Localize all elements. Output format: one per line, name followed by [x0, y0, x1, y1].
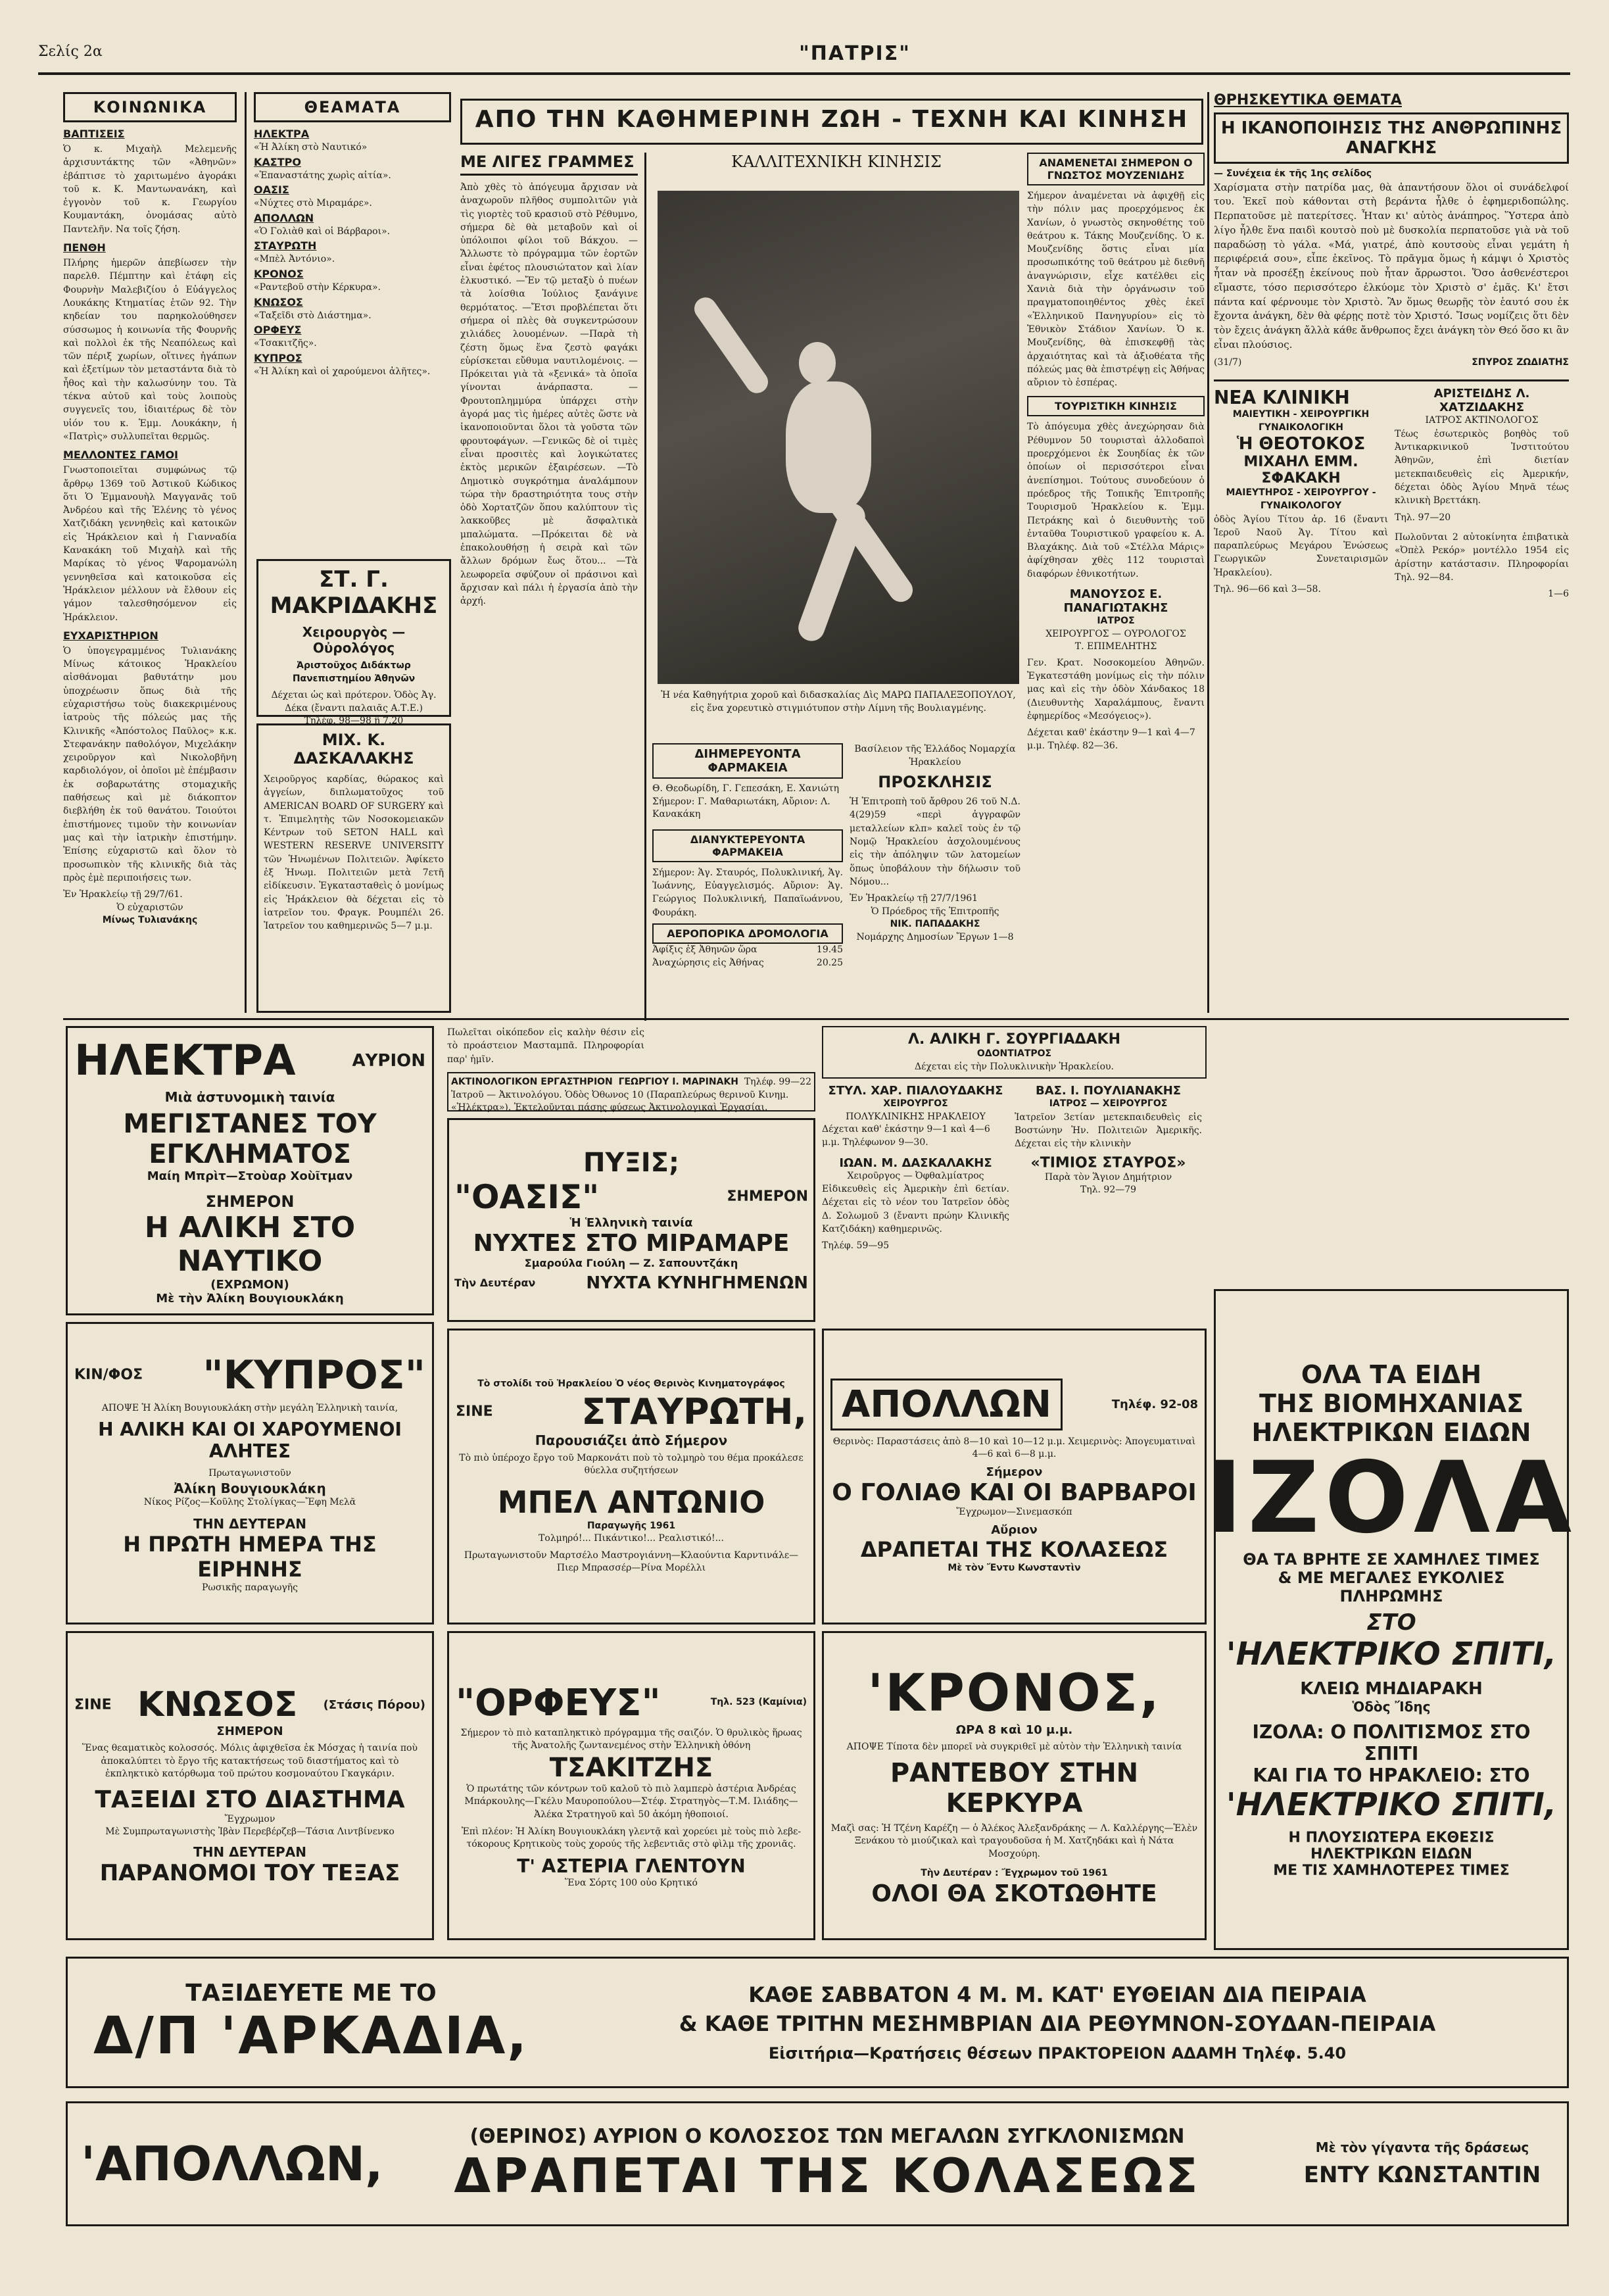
izola-slogan: ΙΖΟΛΑ: Ο ΠΟΛΙΤΙΣΜΟΣ ΣΤΟ ΣΠΙΤΙ [1252, 1721, 1531, 1765]
store-name: 'ΗΛΕΚΤΡΙΚΟ ΣΠΙΤΙ, [1226, 1786, 1557, 1824]
izola-foot: ΜΕ ΤΙΣ ΧΑΜΗΛΟΤΕΡΕΣ ΤΙΜΕΣ [1273, 1863, 1510, 1880]
doctor-text: Χειροῦργος καρδίας, θώρακος καὶ ἀγγείων, διπλωματοῦχος τοῦ AMERICAN BOARD OF SURGERY καὶ τ. Ἐπιμελητὴς τῶν Νοσοκομειακῶν Κέντρων τοῦ SETON HALL καὶ WESTERN RESERVE UNIVERSITY τῶν Ἡνωμένων Πολιτειῶν. Ἀφίκετο ἐξ Ἡνωμ. Πολιτειῶν μετὰ 7ετῆ εἰδίκευσιν. Ἐγκατασταθεὶς ὁ μονίμως εἰς Ἡράκλειον θὰ δέχεται εἰς τὸ ἰατρεῖον του. Φραγκ. Ρουμπέλι 26. Ἰατρεῖον του καθημερινῶς 5—7 μ.μ. [264, 774, 444, 932]
dentist-name: Λ. ΑΛΙΚΗ Γ. ΣΟΥΡΓΙΑΔΑΚΗ [908, 1031, 1120, 1048]
dancer-head [799, 342, 836, 384]
doctor-name: ΙΩΑΝ. Μ. ΔΑΣΚΑΛΑΚΗΣ [839, 1156, 992, 1170]
film-title: ΤΣΑΚΙΤΖΗΣ [549, 1752, 713, 1783]
ad-tomorrow: Αὔριον [991, 1523, 1038, 1537]
thanks-date: Ἐν Ἡρακλείῳ τῇ 29/7/61. [63, 889, 183, 900]
notice-role: Νομάρχης Δημοσίων Ἔργων 1—8 [856, 932, 1014, 943]
film-kind: Ἡ Ἑλληνικὴ ταινία [569, 1215, 693, 1230]
film-title: «Ἐπαναστάτης χωρὶς αἰτία». [254, 170, 391, 181]
notice-name: ΝΙΚ. ΠΑΠΑΔΑΚΗΣ [890, 919, 980, 930]
arkadia-route: ΚΑΘΕ ΣΑΒΒΑΤΟΝ 4 Μ. Μ. ΚΑΤ' ΕΥΘΕΙΑΝ ΔΙΑ ΠΕΙΡΑΙΑ [748, 1982, 1366, 2007]
store-street: Ὁδὸς Ἴδης [1352, 1699, 1431, 1715]
ad-apollon [822, 1329, 1207, 1624]
film-title: ΜΠΕΛ ΑΝΤΩΝΙΟ [497, 1484, 765, 1520]
doctor-name: ΣΤ. Γ. ΜΑΚΡΙΔΑΚΗΣ [270, 566, 438, 619]
arkadia-route: & ΚΑΘΕ ΤΡΙΤΗΝ ΜΕΣΗΜΒΡΙΑΝ ΔΙΑ ΡΕΘΥΜΝΟΝ-ΣΟΥΔΑΝ-ΠΕΙΡΑΙΑ [679, 2011, 1436, 2036]
pharmacy-title: ΔΙΗΜΕΡΕΥΟΝΤΑ ΦΑΡΜΑΚΕΙΑ [652, 743, 843, 779]
film-title: Η ΑΛΙΚΗ ΣΤΟ ΝΑΥΤΙΚΟ [144, 1210, 356, 1278]
izola-line: ΟΛΑ ΤΑ ΕΙΔΗ [1301, 1359, 1482, 1389]
notice-column [850, 743, 1021, 1019]
doctor-post: Τ. ΕΠΙΜΕΛΗΤΗΣ [1074, 641, 1157, 652]
ship-name: Δ/Π 'ΑΡΚΑΔΙΑ, [93, 2006, 529, 2066]
section-heading: ΜΕΛΛΟΝΤΕΣ ΓΑΜΟΙ [63, 449, 179, 462]
film-color: (ΕΧΡΩΜΟΝ) [210, 1277, 289, 1292]
section-heading: ΕΥΧΑΡΙΣΤΗΡΙΟΝ [63, 629, 158, 642]
ad-lab [447, 1072, 815, 1111]
arkadia-left [81, 1980, 541, 2066]
film-title: ΔΡΑΠΕΤΑΙ ΤΗΣ ΚΟΛΑΣΕΩΣ [454, 2147, 1201, 2203]
dentist-ad [822, 1026, 1207, 1079]
doctor-school: Ἀριστοῦχος Διδάκτωρ Πανεπιστημίου Ἀθηνῶν [292, 660, 416, 684]
pialoudakis-ad [822, 1084, 1009, 1253]
orfeus-header [456, 1682, 807, 1724]
apollon-header [830, 1379, 1198, 1430]
izola-line: ΘΑ ΤΑ ΒΡΗΤΕ ΣΕ ΧΑΜΗΛΕΣ ΤΙΜΕΣ [1243, 1550, 1540, 1569]
doctor-post: ΠΟΛΥΚΛΙΝΙΚΗΣ ΗΡΑΚΛΕΙΟΥ [846, 1111, 986, 1122]
pharmacy-row: Σήμερον: Γ. Μαθαριωτάκη, Αὔριον: Λ. Κανακάκη [652, 796, 830, 820]
ad-makridakis [256, 559, 451, 727]
lab-title: ΑΚΤΙΝΟΛΟΓΙΚΟΝ ΕΡΓΑΣΤΗΡΙΟΝ [451, 1077, 613, 1087]
film-cast: Μαζὶ σας: Ἡ Τζένη Καρέζη — ὁ Ἀλέκος Ἀλεξανδράκης — Λ. Καλλέργης—Ἑλὲν Ξενάκου τὸ μιούζικαλ καὶ τραγουδοῦσα ἡ Μ. Χατζηδάκι καὶ ἡ Νάτα Μοσχούρη. [830, 1822, 1198, 1859]
store-name: 'ΗΛΕΚΤΡΙΚΟ ΣΠΙΤΙ, [1226, 1636, 1557, 1673]
section-text: Ὁ ὑπογεγραμμένος Τυλιανάκης Μίνως κάτοικος Ἡρακλείου αἰσθάνομαι βαθυτάτην μου ὑποχρέωσιν ὅπως διὰ τῆς εὐχαριστήσω τοὺς διακεκριμένους ἰατροὺς τῆς πόλεώς μας τῆς Κλινικῆς «Ἀπόστολος Παῦλος» κ.κ. Στεφανάκην παθολόγον, Μιχελάκην χειροῦργον καὶ Νικολοβῆνη καρδιολόγον, οἱ ὁποῖοι μὲ ἐπέμβασιν ἐκ σοβαρωτάτης στομαχικῆς παθήσεως καὶ μὲ διάκοπτον διεβλήθη ἐκ τοῦ θανάτου. Τοιούτοι ἐπιστήμονες τιμοῦν τὴν κοινωνίαν μας καὶ τὴν ἰατρικὴν ἐπιστήμην. Ἐπίσης εὐχαριστῶ καὶ ὅλον τὸ προσωπικὸν τῆς κλινικῆς διὰ τὰς πρὸς ἐμὲ περιποιήσεις των. [63, 645, 237, 883]
cinema-listing [254, 324, 451, 351]
cinema-name: ΚΑΣΤΡΟ [254, 155, 301, 168]
expected-title: ΑΝΑΜΕΝΕΤΑΙ ΣΗΜΕΡΟΝ Ο ΓΝΩΣΤΟΣ ΜΟΥΖΕΝΙΔΗΣ [1027, 153, 1205, 185]
film-year: Παραγωγῆς 1961 [587, 1520, 676, 1531]
cinema-phone: Τηλέφ. 92-08 [1111, 1397, 1198, 1411]
izola-slogan: ΚΑΙ ΓΙΑ ΤΟ ΗΡΑΚΛΕΙΟ: ΣΤΟ [1253, 1765, 1530, 1787]
notice-title: ΠΡΟΣΚΛΗΣΙΣ [878, 773, 992, 792]
ad-izola [1205, 1289, 1577, 1950]
arkadia-right [561, 1982, 1554, 2063]
doctor-name: ΑΡΙΣΤΕΙΔΗΣ Λ. ΧΑΤΖΙΔΑΚΗΣ [1433, 387, 1530, 415]
for-sale-notice [447, 1026, 644, 1065]
clinic-name: Ἡ ΘΕΟΤΟΚΟΣ [1236, 434, 1366, 454]
doctor-hours: Δέχεται καθ' ἑκάστην 9—1 καὶ 4—7 μ.μ. Τηλέφ. 82—36. [1027, 727, 1195, 751]
expected-text: Σήμερον ἀναμένεται νὰ ἀφιχθῇ εἰς τὴν πόλιν μας προερχόμενος ἐκ Χανίων, ὁ γνωστὸς σκηνοθέτης τοῦ θεάτρου κ. Τάκης Μουζενίδης. Ὁ κ. Μουζενίδης ὅστις εἶναι μία προσωπικότης τοῦ θεάτρου μὲ διεθνῆ ἀναγνώρισιν, εἶχε κατέλθει εἰς Χανιὰ διὰ τὴν ὀργάνωσιν τοῦ πραγματοποιηθέντος χθὲς ἐκεῖ «Ἑλληνικοῦ Πανηγυρίου» εἰς τὸ Ἐθνικὸν Στάδιον Χανίων. Ὁ κ. Μουζενίδης, θὰ ἐπισκεφθῇ τὰς ἀρχαιότητας καὶ τὰ ἀξιοθέατα τῆς πόλεώς μας θὰ ἐπιστρέψῃ εἰς Ἀθήνας αὔριον τὸ ἑσπέρας. [1027, 191, 1205, 389]
clinic-name: «ΤΙΜΙΟΣ ΣΤΑΥΡΟΣ» [1030, 1154, 1186, 1171]
doctor-text: Τέως ἐσωτερικὸς βοηθὸς τοῦ Ἀντικαρκινικοῦ Ἰνστιτούτου Ἀθηνῶν, ἐπὶ διετίαν μετεκπαιδευθεὶς εἰς Ἀμερικήν, δέχεται ὁδὸς Ἁγίου Μηνᾶ τέως κλινικὴ Βρεττάκη. [1395, 428, 1569, 506]
ilektra-header [74, 1037, 425, 1085]
izola-line: ΤΗΣ ΒΙΟΜΗΧΑΝΙΑΣ [1259, 1388, 1524, 1418]
film-title: Η ΑΛΙΚΗ ΚΑΙ ΟΙ ΧΑΡΟΥΜΕΝΟΙ ΑΛΗΤΕΣ [98, 1419, 402, 1463]
lab-text: Ἰατροῦ — Ἀκτινολόγου. Ὁδὸς Ὀθωνος 10 (Παραπλεύρως θερινοῦ Κινημ. «Ἠλέκτρα»). Ἐκτελοῦνται πάσης φύσεως Ἀκτινολογικαὶ Ἐργασίαι. [451, 1089, 789, 1113]
ad-monday: ΤΗΝ ΔΕΥΤΕΡΑΝ [193, 1844, 306, 1860]
arkadia-tickets: Εἰσιτήρια—Κρατήσεις θέσεων ΠΡΑΚΤΟΡΕΙΟΝ ΑΔΑΜΗ Τηλέφ. 5.40 [768, 2044, 1347, 2063]
ad-stavroti [447, 1329, 815, 1624]
apollon-big-note: Μὲ τὸν γίγαντα τῆς δράσεως [1315, 2139, 1529, 2155]
ad-kronos [822, 1631, 1207, 1940]
notice-intro: Βασίλειον τῆς Ἑλλάδος Νομαρχία Ἡρακλείου [854, 744, 1016, 768]
cinema-name: ΣΤΑΥΡΩΤΗ, [581, 1390, 807, 1432]
flights-title: ΑΕΡΟΠΟΡΙΚΑ ΔΡΟΜΟΛΟΓΙΑ [652, 923, 843, 944]
ad-presents: Παρουσιάζει ἀπὸ Σήμερον [535, 1432, 728, 1448]
izola-line: ΣΤΟ [1366, 1609, 1416, 1636]
photo-caption: Ἡ νέα Καθηγήτρια χοροῦ καὶ διδασκαλίας Δὶς ΜΑΡΩ ΠΑΠΑΛΕΞΟΠΟΥΛΟΥ, εἰς ἕνα χορευτικὸ στιγμιότυπον στὴν Λίμνη τῆς Βουλιαγμένης. [661, 690, 1016, 714]
cinema-location: (Στάσις Πόρου) [323, 1698, 425, 1712]
lab-name: ΓΕΩΡΓΙΟΥ Ι. ΜΑΡΙΝΑΚΗ [618, 1077, 739, 1087]
dentist-title: ΟΔΟΝΤΙΑΤΡΟΣ [976, 1048, 1052, 1059]
cinema-name: 'ΚΡΟΝΟΣ, [867, 1664, 1161, 1724]
ad-today: ΣΗΜΕΡΟΝ [216, 1724, 283, 1739]
clinic-address: Παρὰ τὸν Ἅγιον Δημήτριον [1044, 1171, 1172, 1183]
lab-phone: Τηλέφ. 99—22 [744, 1077, 811, 1087]
clinic-doctor: ΜΙΧΑΗΛ ΕΜΜ. ΣΦΑΚΑΚΗ [1243, 454, 1358, 487]
ad-monday: Τὴν Δευτέραν : Ἔγχρωμον τοῦ 1961 [921, 1868, 1108, 1879]
izola-line: ΗΛΕΚΤΡΙΚΩΝ ΕΙΔΩΝ [1251, 1417, 1531, 1447]
religion-subtitle: Η ΙΚΑΝΟΠΟΙΗΣΙΣ ΤΗΣ ΑΝΘΡΩΠΙΝΗΣ ΑΝΑΓΚΗΣ [1214, 112, 1569, 164]
notice-text: Ἡ Ἐπιτροπὴ τοῦ ἄρθρου 26 τοῦ Ν.Δ. 4(29)59 «περὶ ἀγγραφῶν μεταλλείων κλπ» καλεῖ τοὺς ἐν τῷ Νομῷ Ἡρακλείου ἀσχολουμένους εἰς τὴν ἀπόληψιν τῶν λατομείων ὅπως ὑποβάλουν τὴν δήλωσιν τοῦ Νόμου... [850, 796, 1021, 887]
film-blurb: Ὁ πρωτάτης τῶν κόντρων τοῦ καλοῦ τὸ πιὸ λαμπερὸ ἀστέρια Ἀνδρέας Μπάρκουλης—Γκέλυ Μαυροπούλου—Στέφ. Στρατηγὸς—Τ.Μ. Ιλιάδης—Ἀλέκα Στρατηγοῦ καὶ 50 ἀκόμη ἠθοποιοί. [464, 1783, 798, 1820]
page-folio: Σελίς 2α [38, 43, 103, 60]
film-intro: Σήμερον τὸ πιὸ καταπληκτικὸ πρόγραμμα τῆς σαιζόν. Ὁ θρυλικὸς ἥρωας τῆς Ἀνατολῆς ζωντανεμένος στὴν Ἑλληνικὴ ὀθόνη [460, 1727, 802, 1751]
cinema-name: "ΚΥΠΡΟΣ" [203, 1352, 425, 1398]
clinic-title: ΝΕΑ ΚΛΙΝΙΚΗ [1214, 387, 1350, 409]
film-blurb: Ἕνας θεαματικὸς κολοσσός. Μόλις ἀφιχθεῖσα ἐκ Μόσχας ἡ ταινία ποὺ ἀποκαλύπτει τὸ ἔργο τῆς κατακτήσεως τοῦ διαστήματος καὶ τὸ ἐκπληκτικὸ κατόρθωμα τοῦ πρώτου κοσμοναύτου Γκαγκάριν. [82, 1743, 418, 1780]
flight-time: 20.25 [816, 957, 843, 968]
doctor-text: Ἰατρεῖον 3ετίαν μετεκπαιδευθεὶς εἰς Βοστώνην Ἡν. Πολιτειῶν Ἀμερικῆς. Δέχεται εἰς τὴν κλινικὴν [1015, 1111, 1202, 1150]
section-text: Πλήρης ἡμερῶν ἀπεβίωσεν τὴν παρελθ. Πέμπτην καὶ ἐτάφη εἰς Φουρνὴν Μαλεβιζίου ὁ Εὐάγγελος Λουκάκης Κτηματίας ἐτῶν 92. Τὴν κηδείαν του παρηκολούθησεν σύσσωμος ἡ κοινωνία τῆς Φουρνῆς καὶ πολλοὶ ἐκ τῆς Νεαπόλεως καὶ τῶν πέριξ χωρίων, οἵτινες ἠγάπων καὶ ἐξετίμων τὸν μεταστάντα διὰ τὸ ἦθος καὶ τὴν καλωσύνην του. Τὰ τέκνα αὐτοῦ καὶ τοὺς λοιποὺς συγγενεῖς του, ἰδιαιτέρως δὲ τὸν υἱόν του κ. Ἐμμ. Λουκάκην, ἡ «Πατρὶς» συλλυπεῖται θερμῶς. [63, 258, 237, 442]
doctor-name: ΣΤΥΛ. ΧΑΡ. ΠΙΑΛΟΥΔΑΚΗΣ [828, 1084, 1003, 1098]
cinema-name: ΚΝΩΣΟΣ [137, 1685, 298, 1725]
cinema-prefix: ΣΙΝΕ [456, 1403, 493, 1420]
section-text: Ὁ κ. Μιχαὴλ Μελεμενῆς ἀρχισυντάκτης τῶν «Ἀθηνῶν» ἐβάπτισε τὸ χαριτωμένο ἀγοράκι τοῦ κ. Κ. Μαντωνανάκη, καὶ ἐγγονὸν τοῦ κ. Γεωργίου Κουμαντάκη, ὀνομάσας αὐτὸ Παντελῆν. Να τοῖς ζήση. [63, 144, 237, 235]
cinema-name: ΑΠΟΛΛΩΝ [830, 1379, 1063, 1430]
religion-date: (31/7) [1214, 356, 1242, 368]
apollon-big-top: (ΘΕΡΙΝΟΣ) ΑΥΡΙΟΝ Ο ΚΟΛΟΣΣΟΣ ΤΩΝ ΜΕΓΑΛΩΝ ΣΥΓΚΛΟΝΙΣΜΩΝ [469, 2124, 1185, 2148]
art-title: ΚΑΛΛΙΤΕΧΝΙΚΗ ΚΙΝΗΣΙΣ [731, 153, 942, 171]
ad-arkadia [66, 1957, 1569, 2088]
film-cast: Μὲ τὸν Ἔντυ Κωνσταντὶν [948, 1562, 1081, 1573]
cinema-listing [254, 212, 451, 239]
kypros-header [74, 1352, 425, 1398]
religion-title: ΘΡΗΣΚΕΥΤΙΚΑ ΘΕΜΑΤΑ [1214, 92, 1402, 109]
film-title: Τ' ΑΣΤΕΡΙΑ ΓΛΕΝΤΟΥΝ [517, 1855, 746, 1877]
cinema-listing [254, 183, 451, 210]
film-intro: ΑΠΟΨΕ Τίποτα δὲν μπορεῖ νὰ συγκριθεῖ μὲ αὐτὸν τὴν Ἑλληνικὴ ταινία [846, 1742, 1182, 1753]
clinic-text: ὁδὸς Ἁγίου Τίτου ἀρ. 16 (ἔναντι Ἱεροῦ Ναοῦ Ἁγ. Τίτου καὶ παραπλεύρως Μεγάρου Ἐνώσεως Γεωργικῶν Συνεταιρισμῶν Ἡρακλείου). [1214, 514, 1388, 578]
poulianakis-ad [1015, 1084, 1202, 1253]
film-title: Ο ΓΟΛΙΑΘ ΚΑΙ ΟΙ ΒΑΡΒΑΡΟΙ [832, 1479, 1197, 1506]
few-lines-title: ΜΕ ΛΙΓΕΣ ΓΡΑΜΜΕΣ [460, 153, 638, 176]
doctor-phone: Τηλ. 97—20 [1395, 512, 1451, 523]
night-pharmacy-title: ΔΙΑΝΥΚΤΕΡΕΥΟΝΤΑ ΦΑΡΜΑΚΕΙΑ [652, 829, 843, 862]
cinema-listing [254, 296, 451, 323]
cinema-listing [254, 268, 451, 295]
film-cast: Σμαρούλα Γιούλη — Ζ. Σαπουντζάκη [524, 1256, 738, 1269]
apollon-big-center [379, 2125, 1275, 2203]
stavroti-header [456, 1391, 807, 1432]
flight-row [652, 957, 843, 970]
doctor-name: ΜΙΧ. Κ. ΔΑΣΚΑΛΑΚΗΣ [293, 731, 414, 768]
ad-today: ΣΗΜΕΡΟΝ [727, 1188, 808, 1205]
flight-label: Ἀναχώρησις εἰς Ἀθήνας [652, 957, 764, 968]
cinema-name: ΚΡΟΝΟΣ [254, 267, 304, 280]
film-kind: Μιὰ ἀστυνομικὴ ταινία [164, 1088, 335, 1105]
ad-orfeus [447, 1631, 815, 1940]
film-cast: Πρωταγωνιστοῦν Μαρτσέλο Μαστρογιάννη—Κλαούντια Καρντινάλε—Πιερ Μπρασσέρ—Ρίνα Μορέλλι [464, 1550, 799, 1574]
section-heading: ΒΑΠΤΙΣΕΙΣ [63, 128, 125, 140]
night-pharmacy-text: Σήμερον: Ἁγ. Σταυρός, Πολυκλινική, Ἁγ. Ἰωάννης, Εὐαγγελισμός. Αὔριον: Ἁγ. Γεώργιος Πολυκλινική, Παπαϊωάννου, Φουράκη. [652, 867, 843, 918]
doctor-hours: Δέχεται ὡς καὶ πρότερον. Ὁδὸς Ἀγ. Δέκα (ἔναντι παλαιᾶς Α.Τ.Ε.) [271, 690, 437, 714]
doctor-role: ΧΕΙΡΟΥΡΓΟΣ [883, 1098, 948, 1110]
religion-text: Χαρίσματα στὴν πατρίδα μας, θὰ ἀπαντήσουν ὅλοι οἱ συνάδελφοί του. Ἐκεῖ ποὺ κάθονται στὴ βεράντα ἦλθε ὁ ἐφημεριδοπώλης. Περπατοῦσε μὲ πατερίτσες. Ἦταν κι' αὐτὸς ἀνάπηρος. Ὕστερα ἀπὸ λίγο ἦλθε ἕνα παιδὶ κουτσὸ ποὺ μὲ δυσκολία περπατοῦσε γιὰ νὰ τοῦ παραδώσῃ τὸ γάλα. «Μά, γιατρέ, ἀπὸ κουτσοὺς εἶναι γεμάτη ἡ περιφέρειά σου», εἶπε ἐκεῖνος. Τὸ πρᾶγμα ὅμως ἡ κάμψι ὁ Χριστὸς ἦταν νὰ προσέξῃ ἐκείνους ποὺ ἦταν ἄρρωστοι. Ὅσο ἀσθενέστεροι εἴμαστε, τόσο περισσότερο ἑλκύομε τὸν Χριστὸ σ' ἐμᾶς. Κι' ἔτσι πάντα καί φέρνουμε τὸν Χριστὸ. Ἂν ὅμως θεωρῇς τὸν ἑαυτό σου ἐκ ἔχοντα ἀνάγκη, δὲν θὰ φέρῃς ποτὲ τὸν Χριστό. Ἴσως νομίζεις ὅτι δὲν τὸν ἔχεις ἀνάγκη ἄλλὰ κάθε ἄνθρωπος ἔχει ἀνάγκη τὸν Θεό ὅσο κι ἂν εἶναι πλούσιος. [1214, 181, 1569, 351]
cinema-prefix: ΣΙΝΕ [74, 1696, 112, 1713]
arkadia-lead: ΤΑΞΙΔΕΥΕΤΕ ΜΕ ΤΟ [185, 1979, 437, 2007]
dancer-arm [690, 293, 772, 398]
doctor-role: ΙΑΤΡΟΣ — ΧΕΙΡΟΥΡΓΟΣ [1049, 1098, 1168, 1110]
religion-column [1214, 92, 1569, 1013]
film-cast: Μὲ Συμπρωταγωνιστὴς Ἰβὰν Περεβέρζεβ—Τάσια Λιντβίνενκο [105, 1826, 395, 1838]
tourism-title: ΤΟΥΡΙΣΤΙΚΗ ΚΙΝΗΣΙΣ [1027, 396, 1205, 416]
ad-daskalakis [256, 723, 451, 1013]
cast-label: Πρωταγωνιστοῦν [208, 1468, 291, 1479]
pharmacy-column [652, 743, 843, 1019]
cinema-name: 'ΑΠΟΛΛΩΝ, [81, 2136, 383, 2191]
film-title: «Ταξεῖδι στὸ Διάστημα». [254, 310, 372, 321]
doctors-row [822, 1084, 1207, 1253]
car-sale-code: 1—6 [1548, 589, 1569, 600]
clinic-role: ΜΑΙΕΥΤΗΡΟΣ - ΧΕΙΡΟΥΡΓΟΥ - ΓΥΝΑΙΚΟΛΟΓΟΥ [1226, 487, 1376, 511]
schedule: Θερινὸς: Παραστάσεις ἀπὸ 8—10 καὶ 10—12 μ.μ. Χειμερινὸς: Ἀπογευματιναὶ 4—6 καὶ 6—8 μ.μ. [832, 1436, 1196, 1460]
doctor-text: Γεν. Κρατ. Νοσοκομείου Ἀθηνῶν. Ἐγκατεστάθη μονίμως εἰς τὴν πόλιν μας καὶ εἰς τὴν ὁδὸν Χάνδακος 18 (Διευθυντὴς Χαραλάμπους, ἔναντι ἐφημερίδος «Μεσόγειος»). [1027, 657, 1205, 721]
film-note: Ἕνα Σόρτς 100 οὐο Κρητικό [565, 1877, 698, 1888]
apollon-big-right [1291, 2139, 1554, 2188]
cinema-listing [254, 128, 451, 155]
stavroti-intro: Τὸ στολίδι τοῦ Ἡρακλείου Ὁ νέος Θερινὸς Κινηματογράφος [477, 1378, 785, 1389]
cinema-name: ΚΝΩΣΟΣ [254, 295, 303, 308]
cinema-name: ΑΠΟΛΛΩΝ [254, 211, 314, 224]
izola-foot: Η ΠΛΟΥΣΙΩΤΕΡΑ ΕΚΘΕΣΙΣ [1288, 1830, 1495, 1847]
new-clinic-ad [1214, 387, 1388, 601]
cinema-phone: Τηλ. 523 (Καμίνια) [710, 1697, 807, 1708]
lab-row [451, 1076, 811, 1089]
film-color: Ἔγχρωμον [224, 1813, 276, 1824]
cinema-listing [254, 352, 451, 379]
cinema-name: ΟΡΦΕΥΣ [254, 324, 302, 337]
ad-knosos [66, 1631, 434, 1940]
doctor-role: Χειροῦργος — Ὀφθαλμίατρος [847, 1170, 984, 1181]
film-title: «Ἡ Ἀλίκη στὸ Ναυτικό» [254, 142, 368, 153]
flight-label: Ἀφίξις ἐξ Ἀθηνῶν ὥρα [652, 944, 757, 955]
pyxis-title: ΠΥΞΙΣ; [583, 1147, 679, 1178]
film-title: Η ΠΡΩΤΗ ΗΜΕΡΑ ΤΗΣ ΕΙΡΗΝΗΣ [123, 1531, 377, 1582]
film-format: Ἔγχρωμον—Σινεμασκόπ [956, 1507, 1072, 1517]
column-rule [245, 92, 247, 1013]
film-title: ΔΡΑΠΕΤΑΙ ΤΗΣ ΚΟΛΑΣΕΩΣ [860, 1536, 1168, 1562]
knosos-header [74, 1685, 425, 1724]
column-rule [644, 153, 646, 1021]
dancer-photo [658, 191, 1019, 684]
doctor-name: ΜΑΝΟΥΣΟΣ Ε. ΠΑΝΑΓΙΩΤΑΚΗΣ [1063, 587, 1168, 616]
film-title: ΡΑΝΤΕΒΟΥ ΣΤΗΝ ΚΕΡΚΥΡΑ [890, 1757, 1139, 1819]
ad-monday: Τὴν Δευτέραν [454, 1277, 536, 1289]
doctor-phone: Τηλ. 92—79 [1080, 1185, 1137, 1196]
film-title: «Ἡ Ἀλίκη καὶ οἱ χαρούμενοι ἀλῆτες». [254, 366, 431, 377]
film-cast: Νίκος Ρίζος—Κοῦλης Στολίγκας—Ἔφη Μελᾶ [143, 1497, 356, 1507]
pharmacy-row: Θ. Θεοδωρίδη, Γ. Γεπεσάκη, Ε. Χανιώτη [652, 783, 839, 794]
car-sale-text: Πωλοῦνται 2 αὐτοκίνητα ἐπιβατικὰ «Ὀπὲλ Ρεκόρ» μοντέλλο 1954 εἰς ἀρίστην κατάστασιν. Πληροφορίαι Τηλ. 92—84. [1395, 532, 1569, 583]
few-lines-text: Ἀπὸ χθὲς τὸ ἀπόγευμα ἄρχισαν νὰ ἀναχωροῦν πλῆθος συμπολιτῶν γιὰ τὶς γιορτὲς τοῦ κρασιοῦ στὸ Ρέθυμνο, σήμερα δὲ θὰ μεταβοῦν καὶ οἱ ὑπόλοιποι φίλοι τοῦ Βάκχου. —Ἄλλωστε τὸ πρόγραμμα τῶν ἑορτῶν εἶναι ἐφέτος πλουσιώτατον καὶ λίαν ἐλκυστικό. —Ἔν τῷ μεταξὺ ὁ πυέων τὰ λοίσθια Ἰούλιος ξανάγινε θερμότατος. —Ἔτσι προβλέπεται ὅτι σήμερα οἱ πλὲς θὰ συγκεντρώσουν χιλιάδες λουομένων. —Παρὰ τὴ ζέστη ὅμως ἕνα ζεστὸ φαγάκι εὑρίσκεται εὔθυμα ναυτιλομένοις. —Πρόκειται γιὰ τὰ «ξενικά» τὰ ὁποῖα γίνονται ἀνάρπαστα. —Φρουτοπλημμύρα ὑπάρχει στὴν ἀγορά μας τὶς ἡμέρες αὐτὲς ὥστε νὰ ἱκανοποιοῦνται ὅλοι τὰ γοῦστα τῶν φρουτοφάγων. —Γενικῶς δὲ οἱ τιμὲς εἶναι προσιτὲς καὶ λογικώτατες ἐκτὸς μερικῶν ἐξαιρέσεων. —Τὸ Δημοτικὸ συγκρότημα ἀναλάμπουν τώρα τὴν δραστηριότητα τους στὴν ὁδὸ Χορτατζῶν ὅπου καλύπτουν τὶς λακκοῦβες μὲ ἄσφαλτικὰ μπαλώματα. —Πρόκειται δὲ νὰ ἐπακολουθήσῃ ἡ σειρὰ καὶ τῶν ἄλλων δρόμων ἔως ὅτου... —Τὰ λεωφορεῖα σφύζουν οἱ πράσινοι καὶ ἄρχισαν καὶ πάλι ἡ ἐργασία ἀπὸ τὴν ἀρχή. [460, 182, 638, 607]
notice-signoff: Ὁ Πρόεδρος τῆς Ἐπιτροπῆς [871, 906, 999, 917]
cinema-prefix: ΚΙΝ/ΦΟΣ [74, 1367, 143, 1384]
izola-brand: ΙΖΟΛΑ [1205, 1440, 1577, 1555]
film-title: ΝΥΧΤΕΣ ΣΤΟ ΜΙΡΑΜΑΡΕ [473, 1229, 790, 1257]
religion-footer [1214, 356, 1569, 370]
for-sale-text: Πωλεῖται οἰκόπεδον εἰς καλὴν θέσιν εἰς τὸ προάστειον Μασταμπᾶ. Πληροφορίαι παρ' ἡμῖν. [447, 1027, 644, 1065]
religion-author: ΣΠΥΡΟΣ ΖΩΔΙΑΤΗΣ [1472, 356, 1569, 368]
cinema-name: "ΟΑΣΙΣ" [454, 1177, 600, 1216]
doctor-role: ΙΑΤΡΟΣ [1097, 616, 1135, 627]
notice-date: Ἐν Ἡρακλείῳ τῇ 27/7/1961 [850, 893, 978, 904]
theamata-column [254, 92, 451, 552]
ad-kypros [66, 1322, 434, 1624]
koinonika-title: ΚΟΙΝΩΝΙΚΑ [63, 92, 237, 122]
doctor-role: ΙΑΤΡΟΣ ΑΚΤΙΝΟΛΟΓΟΣ [1425, 415, 1539, 426]
section-text: Γνωστοποιεῖται συμφώνως τῷ ἄρθρῳ 1369 τοῦ Ἀστικοῦ Κώδικος ὅτι Ὁ Ἐμμανουὴλ Μαγγανᾶς τοῦ Ἀνδρέου καὶ τῆς Ἑλένης τὸ γένος Χατζιδάκη γεννηθεὶς καὶ κατοικῶν εἰς Ἡράκλειον καὶ ἡ Γιανναδία Κανακάκη τοῦ Μιχαὴλ καὶ τῆς Μαρίκας τὸ γένος Ψαρομανώλη γεννηθεῖσα καὶ κατοικοῦσα εἰς Ἡράκλειον μέλλουν νὰ ἔλθουν εἰς γάμον ταλεσθησόμενον εἰς Ἡράκλειον. [63, 465, 237, 623]
doctor-text: Δέχεται καθ' ἑκάστην 9—1 καὶ 4—6 μ.μ. Τηλέφωνον 9—30. [822, 1124, 990, 1148]
ad-apollon-big [66, 2101, 1569, 2226]
masthead: "ΠΑΤΡΙΣ" [799, 42, 911, 65]
header-rule [38, 72, 1570, 75]
ad-when: ΑΥΡΙΟΝ [352, 1050, 425, 1071]
doctor-specialty: ΧΕΙΡΟΥΡΓΟΣ — ΟΥΡΟΛΟΓΟΣ [1045, 628, 1186, 639]
section-rule [63, 1018, 1569, 1020]
doctor-phone: Τηλέφ. 59—95 [822, 1240, 890, 1252]
ad-ilektra [66, 1026, 434, 1315]
film-star: Ἀλίκη Βουγιουκλάκη [174, 1480, 326, 1496]
film-title: ΟΛΟΙ ΘΑ ΣΚΟΤΩΘΗΤΕ [871, 1880, 1157, 1907]
ad-today: ΣΗΜΕΡΟΝ [205, 1192, 295, 1211]
film-cast: Μαίη Μπρὶτ—Στοὺαρ Χοὺῖτμαν [147, 1169, 353, 1183]
izola-line: & ΜΕ ΜΕΓΑΛΕΣ ΕΥΚΟΛΙΕΣ ΠΛΗΡΩΜΗΣ [1278, 1569, 1505, 1606]
thanks-signoff: Ὁ εὐχαριστῶν [116, 902, 183, 913]
film-title: «Ραντεβοῦ στὴν Κέρκυρα». [254, 281, 381, 293]
film-title: «Μπὲλ Ἀντόνιο». [254, 254, 335, 265]
doctor-text: Εἰδικευθεὶς εἰς Ἀμερικὴν ἐπὶ 6ετίαν. Δέχεται εἰς τὸ νέον του Ἰατρεῖον ὁδὸς Δ. Σολωμοῦ 3 (ἔναντι πρώην Κλινικῆς Κατζιδάκη) καθημερινῶς. [822, 1184, 1009, 1235]
izola-foot: ΗΛΕΚΤΡΙΚΩΝ ΕΙΔΩΝ [1310, 1846, 1472, 1863]
ad-today: Σήμερον [986, 1465, 1043, 1479]
doctor-phone: Τηλέφ. 98—98 ἢ 7.20 [304, 716, 404, 727]
oasis-header [454, 1178, 808, 1216]
section-heading: ΠΕΝΘΗ [63, 241, 106, 255]
cinema-name: ΚΥΠΡΟΣ [254, 351, 302, 364]
few-lines-column [460, 153, 638, 1027]
cinema-name: ΣΤΑΥΡΩΤΗ [254, 239, 317, 253]
thanks-name: Μίνως Τυλιανάκης [102, 915, 198, 926]
hatzidakis-ad [1395, 387, 1569, 601]
film-title: ΝΥΧΤΑ ΚΥΝΗΓΗΜΕΝΩΝ [586, 1273, 808, 1293]
cinema-name: ΗΛΕΚΤΡΑ [74, 1036, 296, 1085]
film-blurb: Τὸ πιὸ ὑπέροχο ἔργο τοῦ Μαρκονάτι ποὺ τὸ τολμηρὸ του θέμα προκάλεσε θύελλα συζητήσεων [459, 1452, 804, 1477]
koinonika-column [63, 92, 237, 1013]
column-rule [1207, 92, 1209, 1013]
film-tags: Τολμηρό!... Πικάντικο!... Ρεαλιστικό!... [539, 1533, 724, 1544]
film-origin: Ρωσικῆς παραγωγῆς [201, 1582, 299, 1593]
tourism-text: Τὸ ἀπόγευμα χθὲς ἀνεχώρησαν διὰ Ρέθυμνον 50 τουρισταὶ ἀλλοδαποὶ προερχόμενοι ἐκ Σουηδίας ἐκ τῶν ὁποίων οἱ περισσότεροι εἶναι ἀνεπίσημοι. Τούτους συνοδεύουν ὁ πρόεδρος τῆς Τοπικῆς Ἐπιτροπῆς Τουρισμοῦ Ἡρακλείου κ. Ἐμμ. Πετράκης καὶ ὁ διευθυντὴς τοῦ ἐνταῦθα Τουριστικοῦ γραφείου κ. Α. Βλαχάκης. Διὰ τοῦ «Στέλλα Μάρις» ἀφίχθησαν χθὲς 112 τουρισταὶ διαφόρων ἐθνικοτήτων. [1027, 422, 1205, 579]
film-title: ΜΕΓΙΣΤΑΝΕΣ ΤΟΥ ΕΓΚΛΗΜΑΤΟΣ [123, 1108, 377, 1169]
expected-column [1027, 153, 1205, 1021]
show-time: ΩΡΑ 8 καὶ 10 μ.μ. [955, 1723, 1073, 1738]
religion-lead: — Συνέχεια ἐκ τῆς 1ης σελίδος [1214, 168, 1372, 179]
clinic-row [1214, 379, 1569, 601]
clinic-subtitle: ΜΑΙΕΥΤΙΚΗ - ΧΕΙΡΟΥΡΓΙΚΗ ΓΥΝΑΙΚΟΛΟΓΙΚΗ [1232, 409, 1370, 433]
cinema-name: "ΟΡΦΕΥΣ" [456, 1681, 661, 1724]
film-title: «Νύχτες στὸ Μιραμάρε». [254, 198, 372, 209]
cinema-listing [254, 156, 451, 183]
film-extra: Ἐπὶ πλέον: Ἡ Ἀλίκη Βουγιουκλάκη γλεντᾷ καὶ χορεύει μὲ τοὺς πιὸ λεβε-τόκορους Κρητικοὺς τοὺς χορούς τῆς λεβεντιᾶς στὸ φὶλμ τῆς χρονιᾶς. [461, 1826, 802, 1850]
ad-oasis [447, 1118, 815, 1322]
film-title: «Τσακιτζῆς». [254, 338, 317, 349]
flight-row [652, 944, 843, 957]
cinema-name: ΗΛΕΚΤΡΑ [254, 128, 310, 140]
film-title: ΤΑΞΕΙΔΙ ΣΤΟ ΔΙΑΣΤΗΜΑ [95, 1786, 405, 1813]
ad-monday: ΤΗΝ ΔΕΥΤΕΡΑΝ [193, 1515, 306, 1532]
flight-time: 19.45 [816, 944, 843, 955]
doctor-specialty: Χειρουργὸς — Οὐρολόγος [302, 624, 406, 656]
doctor-name: ΒΑΣ. Ι. ΠΟΥΛΙΑΝΑΚΗΣ [1035, 1084, 1182, 1098]
theamata-title: ΘΕΑΜΑΤΑ [254, 92, 451, 122]
cinema-listing [254, 239, 451, 266]
main-banner: ΑΠΟ ΤΗΝ ΚΑΘΗΜΕΡΙΝΗ ΖΩΗ - ΤΕΧΝΗ ΚΑΙ ΚΙΝΗΣΗ [460, 99, 1203, 145]
store-owner: ΚΛΕΙΩ ΜΗΔΙΑΡΑΚΗ [1300, 1679, 1483, 1699]
film-title: ΠΑΡΑΝΟΜΟΙ ΤΟΥ ΤΕΞΑΣ [99, 1859, 400, 1886]
film-star: ΕΝΤΥ ΚΩΝΣΤΑΝΤΙΝ [1303, 2162, 1541, 2188]
dentist-text: Δέχεται εἰς τὴν Πολυκλινικὴν Ἡρακλείου. [915, 1061, 1114, 1072]
dancer-body [786, 381, 871, 513]
middle-doctors [822, 1026, 1207, 1322]
clinic-phone: Τηλ. 96—66 καὶ 3—58. [1214, 584, 1321, 595]
film-title: «Ὁ Γολιὰθ καὶ οἱ Βάρβαροι». [254, 226, 391, 237]
film-intro: ΑΠΟΨΕ Ἡ Ἀλίκη Βουγιουκλάκη στὴν μεγάλη Ἑλληνικὴ ταινία, [101, 1402, 398, 1413]
cinema-name: ΟΑΣΙΣ [254, 183, 289, 197]
film-cast: Μὲ τὴν Ἀλίκη Βουγιουκλάκη [156, 1291, 344, 1306]
oasis-monday [454, 1273, 808, 1293]
